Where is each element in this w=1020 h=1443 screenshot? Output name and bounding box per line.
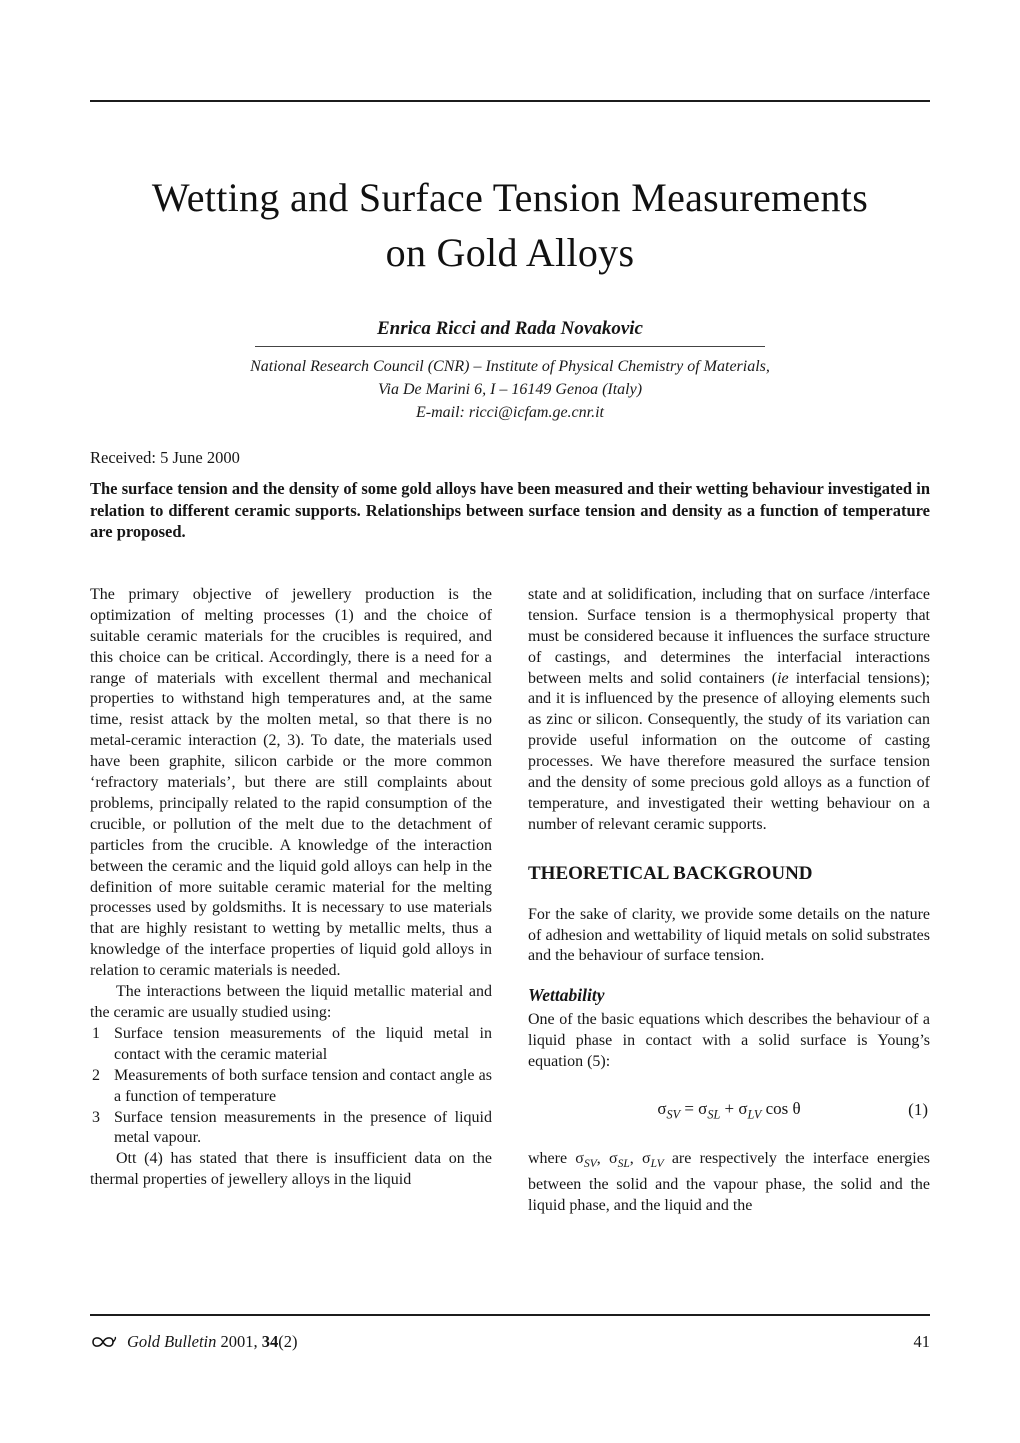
- subscript-sl: SL: [617, 1158, 630, 1171]
- paragraph-text: , σ: [596, 1150, 618, 1168]
- journal-year: 2001,: [216, 1332, 262, 1351]
- paragraph-text: , σ: [629, 1150, 651, 1168]
- list-item: [90, 1108, 492, 1150]
- affiliation-email: E-mail: ricci@icfam.ge.cnr.it: [415, 404, 604, 422]
- equation-young: [528, 1099, 930, 1125]
- paragraph-text: state and at solidification, including that on surface /interface tension. Surface tension is a thermophysical property that must be considered because it influences the surface structure of castings, and determines the interfacial interactions between melts and solid containers (: [528, 585, 930, 687]
- paper-title: [90, 170, 930, 280]
- affiliation-line-2: Via De Marini 6, I – 16149 Genoa (Italy): [377, 381, 643, 399]
- journal-name: Gold Bulletin: [127, 1332, 217, 1351]
- paragraph-text: are respectively the interface energies between the solid and the vapour phase, the solid and the liquid phase, and the liquid and the: [528, 1150, 931, 1215]
- left-column: [90, 585, 492, 1217]
- cos-theta: cos θ: [761, 1099, 801, 1118]
- subscript-lv: LV: [747, 1107, 762, 1122]
- abstract: The surface tension and the density of some gold alloys have been measured and their wetting behaviour investigated in relation to different ceramic supports. Relationships between surface tension and density as a function of temperature are proposed.: [90, 479, 930, 542]
- author-rule: [255, 346, 765, 347]
- subsection-heading-wettability: Wettability: [528, 985, 605, 1006]
- received-date: Received: 5 June 2000: [90, 448, 240, 468]
- gold-bulletin-logo-icon: [90, 1333, 118, 1351]
- subscript-lv: LV: [650, 1158, 664, 1171]
- numbered-list: [90, 1024, 492, 1149]
- list-item: [90, 1066, 492, 1108]
- subscript-sv: SV: [583, 1158, 597, 1171]
- paragraph-text: interfacial tensions); and it is influenced by the presence of alloying elements such as zinc or silicon. Consequently, the study of its variation can provide useful information on the outcome of casting processes. We have therefore measured the surface tension and the density of some precious gold alloys as a function of temperature, and investigated their wetting behaviour on a number of relevant ceramic supports.: [528, 669, 931, 833]
- two-column-body: [90, 585, 930, 1217]
- plus-sign: +: [720, 1099, 739, 1118]
- right-column: [528, 585, 930, 1217]
- subscript-sl: SL: [707, 1107, 721, 1122]
- body-paragraph: For the sake of clarity, we provide some details on the nature of adhesion and wettability of liquid metals on solid substrates and the behaviour of surface tension.: [528, 905, 930, 965]
- equation-body: [657, 1099, 801, 1122]
- list-item-number: 1: [92, 1024, 100, 1042]
- journal-citation: [127, 1332, 298, 1352]
- footer-rule: [90, 1314, 930, 1316]
- affiliation-line-1: National Research Council (CNR) – Institute of Physical Chemistry of Materials,: [250, 358, 770, 376]
- sigma-symbol: σ: [657, 1099, 667, 1118]
- page-number: 41: [913, 1332, 930, 1351]
- journal-volume: 34: [261, 1332, 279, 1351]
- body-paragraph: The primary objective of jewellery production is the optimization of melting processes (1) and the choice of suitable ceramic materials for the crucibles is required, and this choice can be critical. Accordingly, there is a need for a range of materials with excellent thermal and mechanical properties to withstand high temperatures and, at the same time, resist attack by the molten metal, so that there is no metal-ceramic interaction (2, 3). To date, the materials used have been graphite, silicon carbide or the more common ‘refractory materials’, but there are still complaints about problems, principally related to the rapid consumption of the crucible, or pollution of the melt due to the detachment of particles from the crucible. A knowledge of the interaction between the ceramic and the liquid gold alloys can help in the definition of more suitable ceramic material for the melting processes used by goldsmiths. It is necessary to use materials that are highly resistant to wetting by metallic melts, thus a knowledge of the interface properties of liquid gold alloys in relation to ceramic materials is needed.: [90, 585, 492, 980]
- equation-number: (1): [908, 1100, 928, 1119]
- list-item-text: Surface tension measurements of the liquid metal in contact with the ceramic material: [114, 1024, 492, 1063]
- top-rule: [90, 100, 930, 102]
- italic-term: ie: [777, 669, 789, 687]
- body-paragraph: Ott (4) has stated that there is insufficient data on the thermal properties of jewellery alloys in the liquid: [90, 1150, 492, 1189]
- list-item-text: Measurements of both surface tension and contact angle as a function of temperature: [114, 1066, 492, 1105]
- equals-sign: =: [680, 1099, 699, 1118]
- footer-journal: [90, 1332, 298, 1352]
- subscript-sv: SV: [666, 1107, 681, 1122]
- authors: Enrica Ricci and Rada Novakovic: [377, 318, 643, 340]
- sigma-symbol: σ: [738, 1099, 748, 1118]
- title-line-1: Wetting and Surface Tension Measurements: [151, 175, 869, 220]
- list-item-number: 2: [92, 1066, 100, 1084]
- paragraph-text: where σ: [528, 1150, 584, 1168]
- affiliation-block: [90, 355, 930, 424]
- body-paragraph: The interactions between the liquid metallic material and the ceramic are usually studied using:: [90, 983, 492, 1021]
- list-item-number: 3: [92, 1108, 100, 1126]
- list-item: [90, 1024, 492, 1066]
- title-line-2: on Gold Alloys: [385, 230, 635, 276]
- body-paragraph: [528, 585, 930, 836]
- section-heading-theoretical-background: THEORETICAL BACKGROUND: [528, 862, 813, 884]
- journal-issue: (2): [278, 1332, 298, 1351]
- footer: [90, 1332, 930, 1352]
- list-item-text: Surface tension measurements in the presence of liquid metal vapour.: [114, 1108, 492, 1147]
- body-paragraph: One of the basic equations which describes the behaviour of a liquid phase in contact with a solid surface is Young’s equation (5):: [528, 1011, 930, 1071]
- sigma-symbol: σ: [698, 1099, 708, 1118]
- body-paragraph: [528, 1149, 930, 1217]
